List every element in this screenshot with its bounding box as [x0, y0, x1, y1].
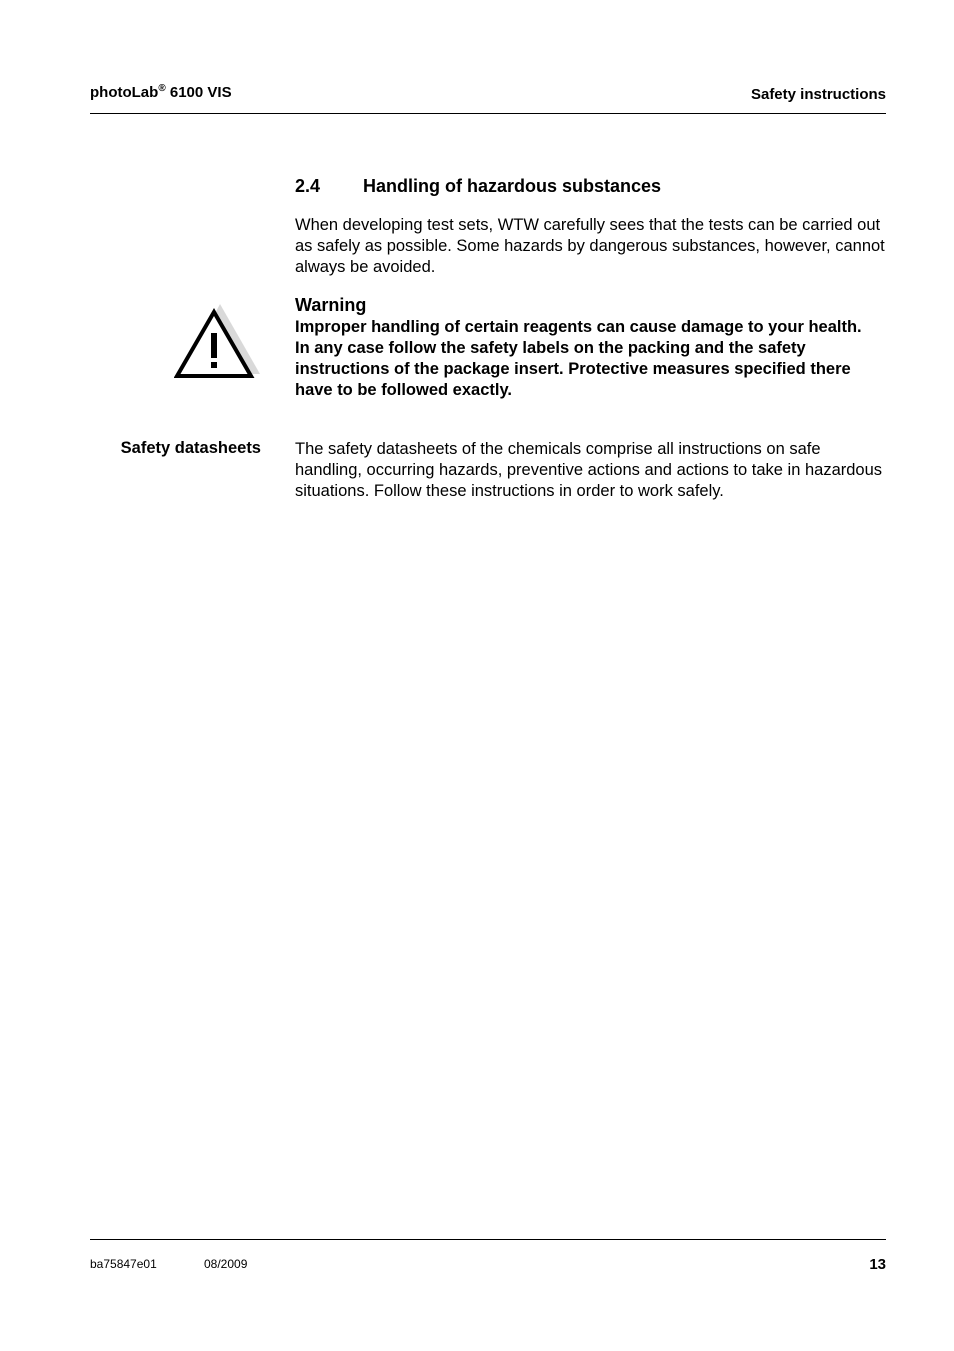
- datasheets-text: The safety datasheets of the chemicals comprise all instructions on safe handling, occurring hazards, preventive actions and actions to take in hazardous situations. Follow these instructions in order to work safely.: [295, 440, 883, 500]
- warning-text: [295, 317, 887, 401]
- product-model: 6100 VIS: [169, 84, 232, 101]
- header-divider: [90, 113, 886, 114]
- warning-icon-bar: [211, 333, 217, 358]
- warning-icon-dot: [211, 362, 217, 368]
- header-product: [90, 84, 232, 101]
- footer-divider: [90, 1239, 886, 1240]
- warning-line-2: In any case follow the safety labels on the packing and the safety instructions of the package insert. Protective measures specified there have to be followed exactly.: [295, 339, 851, 399]
- product-name: photoLab: [90, 84, 159, 101]
- datasheets-label: Safety datasheets: [120, 439, 261, 457]
- header-chapter-title: Safety instructions: [750, 86, 886, 103]
- footer-doc-number: ba75847e01: [90, 1257, 157, 1271]
- section-number: 2.4: [295, 176, 321, 196]
- warning-title: Warning: [295, 295, 367, 315]
- registered-mark: ®: [158, 83, 166, 94]
- warning-triangle-icon: [174, 300, 264, 382]
- page-number: 13: [869, 1256, 886, 1273]
- footer-date: 08/2009: [204, 1257, 248, 1271]
- section-title: Handling of hazardous substances: [363, 176, 662, 196]
- warning-line-1: Improper handling of certain reagents can cause damage to your health.: [295, 318, 862, 336]
- section-intro: When developing test sets, WTW carefully sees that the tests can be carried out as safely as possible. Some hazards by dangerous substances, however, cannot always be avoided.: [295, 216, 885, 276]
